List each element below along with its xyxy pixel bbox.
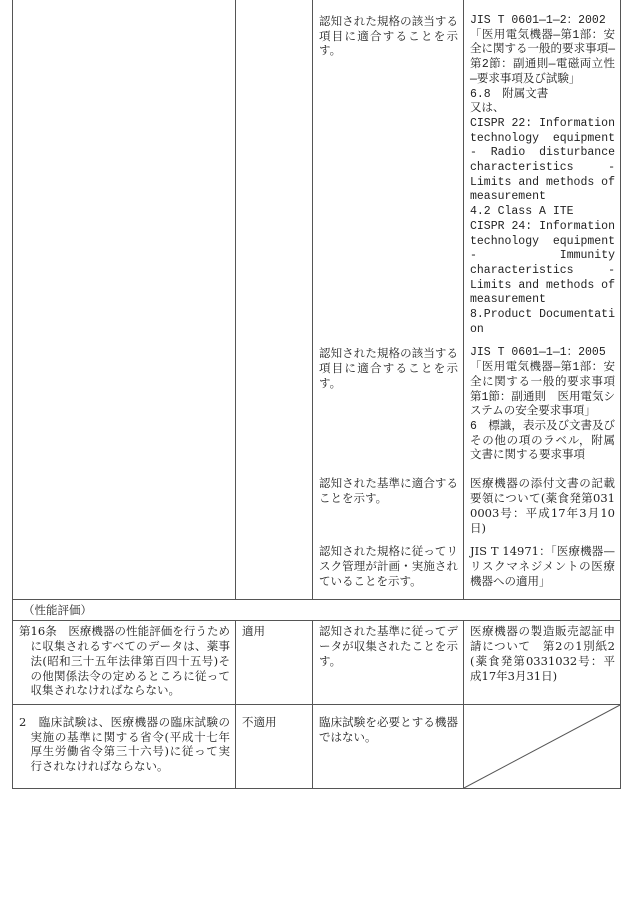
method-cell: 認知された基準に従ってデータが収集されたことを示す。: [313, 621, 464, 705]
reference-line: 4.2 Class A ITE: [470, 205, 574, 219]
requirement-cell: 第16条 医療機器の性能評価を行うために収集されるすべてのデータは、薬事法(昭和三十五年法律第百四十五号)その他関係法令の定めるところに従って収集されなければならない。: [13, 621, 236, 705]
section-title: （性能評価）: [13, 599, 621, 621]
method-cell: 認知された規格に従ってリスク管理が計画・実施されていることを示す。: [313, 541, 464, 599]
reference-cell: 医療機器の製造販売認証申請について 第2の1別紙2(薬食発第0331032号：平成17年3月31日): [464, 621, 621, 705]
not-applicable-diagonal: [464, 705, 620, 788]
applicability-cell: 適用: [236, 621, 313, 705]
applicability-cell: 不適用: [236, 705, 313, 789]
requirement-cell: 2 臨床試験は、医療機器の臨床試験の実施の基準に関する省令(平成十七年厚生労働省令第三十六号)に従って実行されなければならない。: [13, 705, 236, 789]
reference-cell: [464, 343, 627, 473]
reference-cell: 医療機器の添付文書の記載要領について(薬食発第0310003号：平成17年3月10日): [464, 473, 621, 541]
requirement-cell: [13, 0, 236, 599]
section-row: [13, 599, 621, 621]
reference-line: 「医用電気機器—第1部：安全に関する一般的要求事項—第2節：副通則—電磁両立性—要求事項及び試験」: [470, 28, 615, 86]
reference-cell: JIS T 14971：「医療機器—リスクマネジメントの医療機器への適用」: [464, 541, 621, 599]
method-cell: 認知された基準に適合することを示す。: [313, 473, 464, 541]
reference-line: 6.8 附属文書: [470, 87, 549, 101]
applicability-cell: [236, 0, 313, 599]
reference-line: 8.Product Documentation: [470, 308, 615, 336]
reference-line: 6 標識，表示及び文書及びその他の項のラベル，附属文書に関する要求事項: [470, 419, 615, 463]
table-row: [13, 0, 621, 343]
reference-cell: [464, 0, 621, 343]
method-cell: 認知された規格の該当する項目に適合することを示す。: [313, 343, 464, 473]
reference-line: CISPR 24: Information technology equipment - Immunity characteristics - Limits and methods of measurement: [470, 219, 615, 307]
method-cell: 認知された規格の該当する項目に適合することを示す。: [313, 0, 464, 343]
reference-line: CISPR 22: Information technology equipment - Radio disturbance characteristics - Limits and methods of measurement: [470, 116, 615, 204]
reference-line: JIS T 0601—1—1：2005: [470, 346, 606, 360]
method-cell: 臨床試験を必要とする機器ではない。: [313, 705, 464, 789]
requirements-table: [12, 0, 627, 789]
table-row: [13, 621, 621, 705]
table-row: [13, 705, 621, 789]
reference-cell-not-applicable: [464, 705, 621, 789]
reference-line: 又は、: [470, 102, 505, 116]
reference-line: JIS T 0601—1—2：2002: [470, 14, 606, 27]
reference-line: 「医用電気機器—第1部：安全に関する一般的要求事項 第1節：副通則 医用電気システムの安全要求事項」: [470, 361, 627, 419]
